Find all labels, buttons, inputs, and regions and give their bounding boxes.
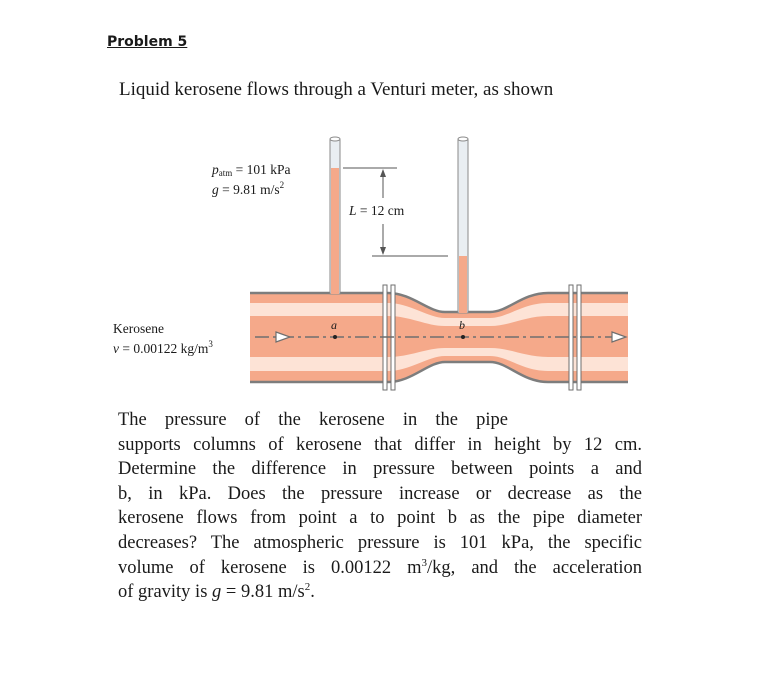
L-value: = 12 cm <box>356 203 405 218</box>
point-b-label: b <box>459 318 465 332</box>
point-b-marker <box>461 335 465 339</box>
specific-volume-label <box>113 339 213 357</box>
line8-part-b: = 9.81 m/s <box>221 582 305 603</box>
intro-sentence: Liquid kerosene flows through a Venturi meter, as shown <box>119 79 554 100</box>
problem-statement <box>118 408 642 605</box>
line8-exponent: 2 <box>304 581 311 594</box>
fluid-name-label: Kerosene <box>113 321 164 336</box>
statement-line-5: kerosene flows from point a to point b as the pipe diameter <box>118 508 642 529</box>
manometer-tube-a <box>330 137 340 294</box>
point-a-label: a <box>331 318 337 332</box>
p-atm-subscript: atm <box>218 168 233 178</box>
statement-line-2: supports columns of kerosene that differ in height by 12 cm. <box>118 434 642 455</box>
line8-period: . <box>310 582 315 603</box>
gravity-label <box>212 180 284 198</box>
statement-line-4: b, in kPa. Does the pressure increase or decrease as the <box>118 483 642 504</box>
g-exponent: 2 <box>279 180 285 190</box>
v-exponent: 3 <box>208 339 213 349</box>
g-value: = 9.81 m/s <box>218 182 280 197</box>
problem-heading: Problem 5 <box>107 34 188 50</box>
v-value: = 0.00122 kg/m <box>119 341 209 356</box>
line7-exponent: 3 <box>421 556 428 569</box>
statement-line-8 <box>118 580 642 605</box>
line8-g-symbol: g <box>212 582 222 603</box>
statement-line-6: decreases? The atmospheric pressure is 101 kPa, the specific <box>118 532 642 553</box>
statement-line-3: Determine the difference in pressure between points a and <box>118 459 642 480</box>
line7-part-a: volume of kerosene is 0.00122 m <box>118 557 422 578</box>
manometer-tube-b <box>458 137 468 313</box>
statement-line-7 <box>118 556 642 581</box>
p-atm-symbol: p <box>212 162 219 177</box>
statement-line-1: The pressure of the kerosene in the pipe <box>118 410 508 430</box>
p-atm-value: = 101 kPa <box>232 162 291 177</box>
p-atm-label <box>212 162 291 178</box>
line7-part-b: /kg, and the acceleration <box>427 557 642 578</box>
g-symbol: g <box>212 182 219 197</box>
L-symbol: L <box>349 203 357 218</box>
dimension-arrow-down <box>380 247 386 255</box>
line8-part-a: of gravity is <box>118 582 213 603</box>
v-symbol: v <box>113 341 119 356</box>
height-label <box>349 203 404 219</box>
dimension-arrow-up <box>380 169 386 177</box>
point-a-marker <box>333 335 337 339</box>
